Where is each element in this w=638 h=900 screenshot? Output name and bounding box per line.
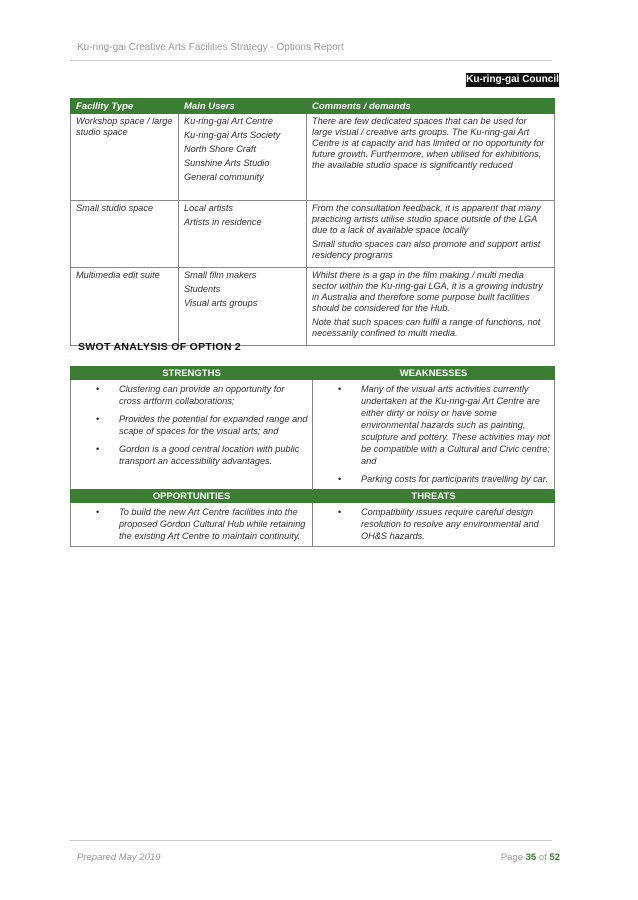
header-title: Ku-ring-gai Creative Arts Facilities Strategy - Options Report	[77, 42, 344, 53]
user-item: Students	[184, 284, 221, 294]
strength-item: • Provides the potential for expanded range and scape of spaces for the visual arts; and	[119, 413, 308, 437]
council-logo: Ku-ring-gai Council	[466, 74, 559, 85]
prepared-date: Prepared May 2019	[77, 852, 161, 863]
swot-table	[70, 366, 555, 547]
column-header-facility-type: Facility Type	[71, 99, 179, 114]
column-header-main-users: Main Users	[179, 99, 307, 114]
total-pages: 52	[549, 852, 560, 863]
opportunities-header: OPPORTUNITIES	[71, 490, 313, 503]
strength-item: • Clustering can provide an opportunity for cross artform collaborations;	[119, 383, 308, 407]
main-users-cell	[179, 201, 307, 268]
comments-cell	[307, 268, 555, 346]
facility-table	[70, 98, 555, 346]
threat-item: • Compatibility issues require careful design resolution to resolve any environmental and OH&S hazards.	[361, 506, 550, 542]
threats-list	[317, 506, 550, 542]
comment-text: Note that such spaces can fulfil a range of functions, not necessarily confined to multi media.	[312, 317, 541, 338]
main-users-cell	[179, 114, 307, 201]
comment-text: There are few dedicated spaces that can be used for large visual / creative arts groups. The Ku-ring-gai Art Centre is at capacity and has limited or no opportunity for future growth. Furthermore, when utilised for exhibitions, the available studio space is significantly reduced	[312, 116, 545, 170]
user-item: Artists in residence	[184, 217, 262, 227]
table-row	[71, 201, 555, 268]
facility-table-header	[71, 99, 555, 114]
table-row	[71, 268, 555, 346]
opportunities-list	[75, 506, 308, 542]
footer-divider	[70, 840, 552, 841]
comment-text: Small studio spaces can also promote and support artist residency programs	[312, 239, 541, 260]
user-item: Visual arts groups	[184, 298, 258, 308]
weakness-item: • Parking costs for participants travelling by car.	[361, 473, 550, 485]
swot-section-title: SWOT ANALYSIS OF OPTION 2	[78, 341, 242, 353]
comment-text: Whilst there is a gap in the film making / multi media sector within the Ku-ring-gai LGA, it is a growing industry in Australia and therefore some purpose built facilities should be considered for the Hub.	[312, 270, 543, 313]
user-item: Local artists	[184, 203, 234, 213]
weakness-item: • Many of the visual arts activities currently undertaken at the Ku-ring-gai Art Centre are either dirty or noisy or have some environmental hazards such as painting, sculpture and pottery. These activities may not be compatible with a Cultural and Civic centre; and	[361, 383, 550, 467]
user-item: General community	[184, 172, 264, 182]
opportunity-item: • To build the new Art Centre facilities into the proposed Gordon Cultural Hub while retaining the existing Art Centre to maintain continuity.	[119, 506, 308, 542]
facility-type-cell: Small studio space	[71, 201, 179, 268]
table-row	[71, 114, 555, 201]
user-item: Ku-ring-gai Arts Society	[184, 130, 281, 140]
strengths-list	[75, 383, 308, 467]
comments-cell	[307, 201, 555, 268]
comment-text: From the consultation feedback, it is apparent that many practicing artists utilise studio space outside of the LGA due to a lack of available space locally	[312, 203, 541, 235]
user-item: Small film makers	[184, 270, 257, 280]
threats-header: THREATS	[313, 490, 555, 503]
page-of: of	[538, 852, 547, 863]
comments-cell	[307, 114, 555, 201]
threats-cell	[313, 503, 555, 547]
weaknesses-cell	[313, 380, 555, 490]
facility-type-cell: Multimedia edit suite	[71, 268, 179, 346]
main-users-cell	[179, 268, 307, 346]
weaknesses-list	[317, 383, 550, 485]
strength-item: • Gordon is a good central location with public transport an accessibility advantages.	[119, 443, 308, 467]
strengths-cell	[71, 380, 313, 490]
page-prefix: Page	[500, 852, 523, 863]
page-number	[501, 852, 560, 863]
user-item: Sunshine Arts Studio	[184, 158, 270, 168]
facility-type-cell: Workshop space / large studio space	[71, 114, 179, 201]
weaknesses-header: WEAKNESSES	[313, 367, 555, 380]
opportunities-cell	[71, 503, 313, 547]
strengths-header: STRENGTHS	[71, 367, 313, 380]
current-page: 35	[525, 852, 537, 863]
user-item: Ku-ring-gai Art Centre	[184, 116, 274, 126]
user-item: North Shore Craft	[184, 144, 256, 154]
column-header-comments: Comments / demands	[307, 99, 555, 114]
header-divider	[70, 60, 552, 61]
